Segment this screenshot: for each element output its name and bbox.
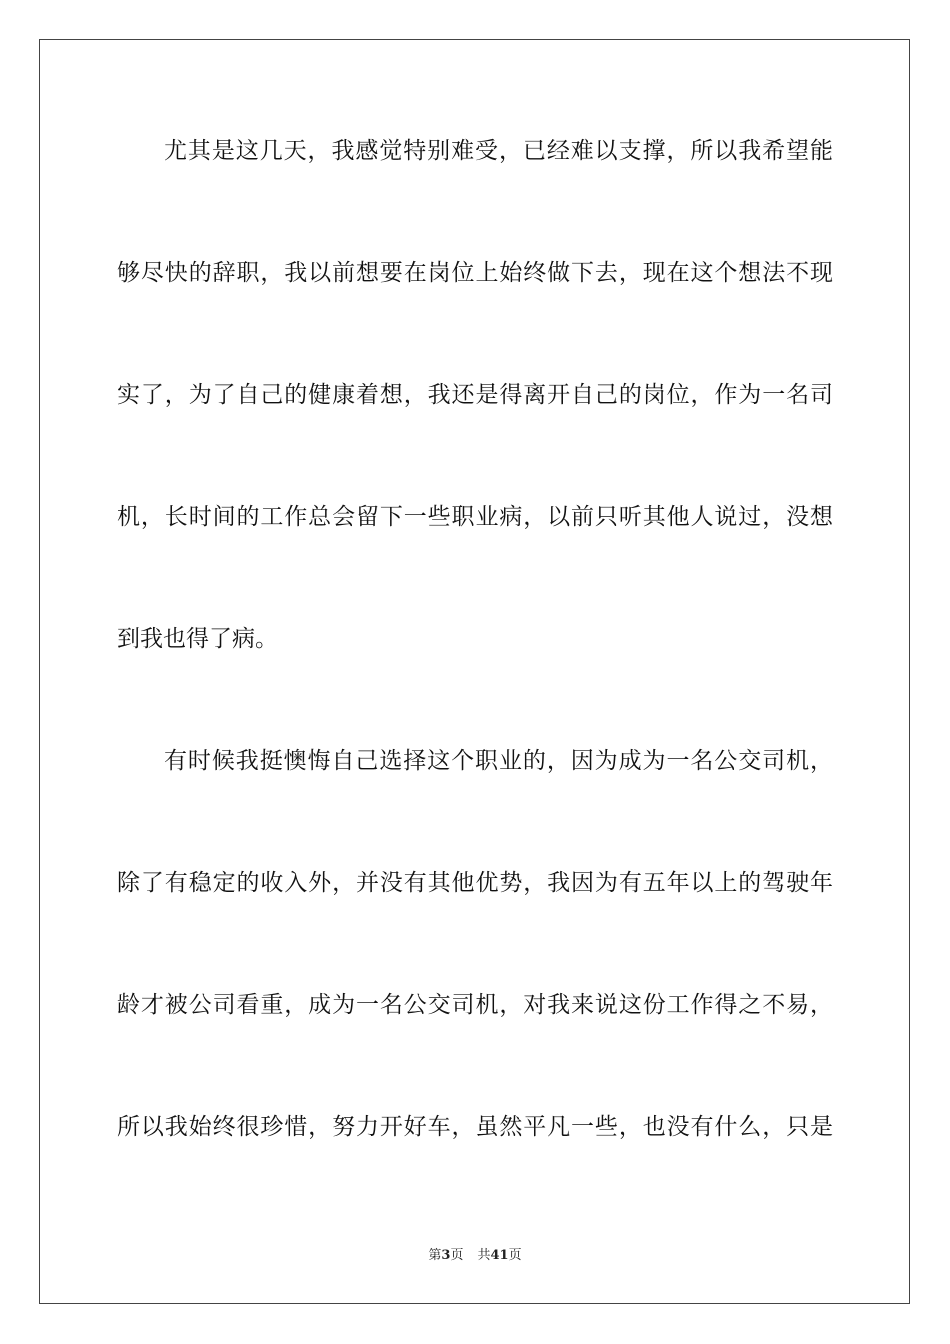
paragraph-1-line-3: 实了，为了自己的健康着想，我还是得离开自己的岗位，作为一名司	[117, 382, 833, 408]
paragraph-1-line-1: 尤其是这几天，我感觉特别难受，已经难以支撑，所以我希望能	[164, 138, 833, 164]
paragraph-2-line-4: 所以我始终很珍惜，努力开好车，虽然平凡一些，也没有什么，只是	[117, 1114, 833, 1140]
paragraph-1-line-5: 到我也得了病。	[117, 626, 278, 652]
footer-page-mid: 页	[450, 1248, 464, 1263]
footer-total-suffix: 页	[508, 1248, 522, 1263]
paragraph-1-line-2: 够尽快的辞职，我以前想要在岗位上始终做下去，现在这个想法不现	[117, 260, 833, 286]
paragraph-2-line-3: 龄才被公司看重，成为一名公交司机，对我来说这份工作得之不易，	[117, 992, 833, 1018]
paragraph-2-line-2: 除了有稳定的收入外，并没有其他优势，我因为有五年以上的驾驶年	[117, 870, 833, 896]
footer-page-prefix: 第	[428, 1248, 442, 1263]
paragraph-2-line-1: 有时候我挺懊悔自己选择这个职业的，因为成为一名公交司机，	[164, 748, 833, 774]
paragraph-1-line-4: 机，长时间的工作总会留下一些职业病，以前只听其他人说过，没想	[117, 504, 833, 530]
footer-total-pages: 41	[490, 1248, 509, 1263]
footer-total-prefix: 共	[477, 1248, 491, 1263]
page-footer	[0, 1247, 950, 1265]
footer-current-page: 3	[441, 1248, 451, 1263]
